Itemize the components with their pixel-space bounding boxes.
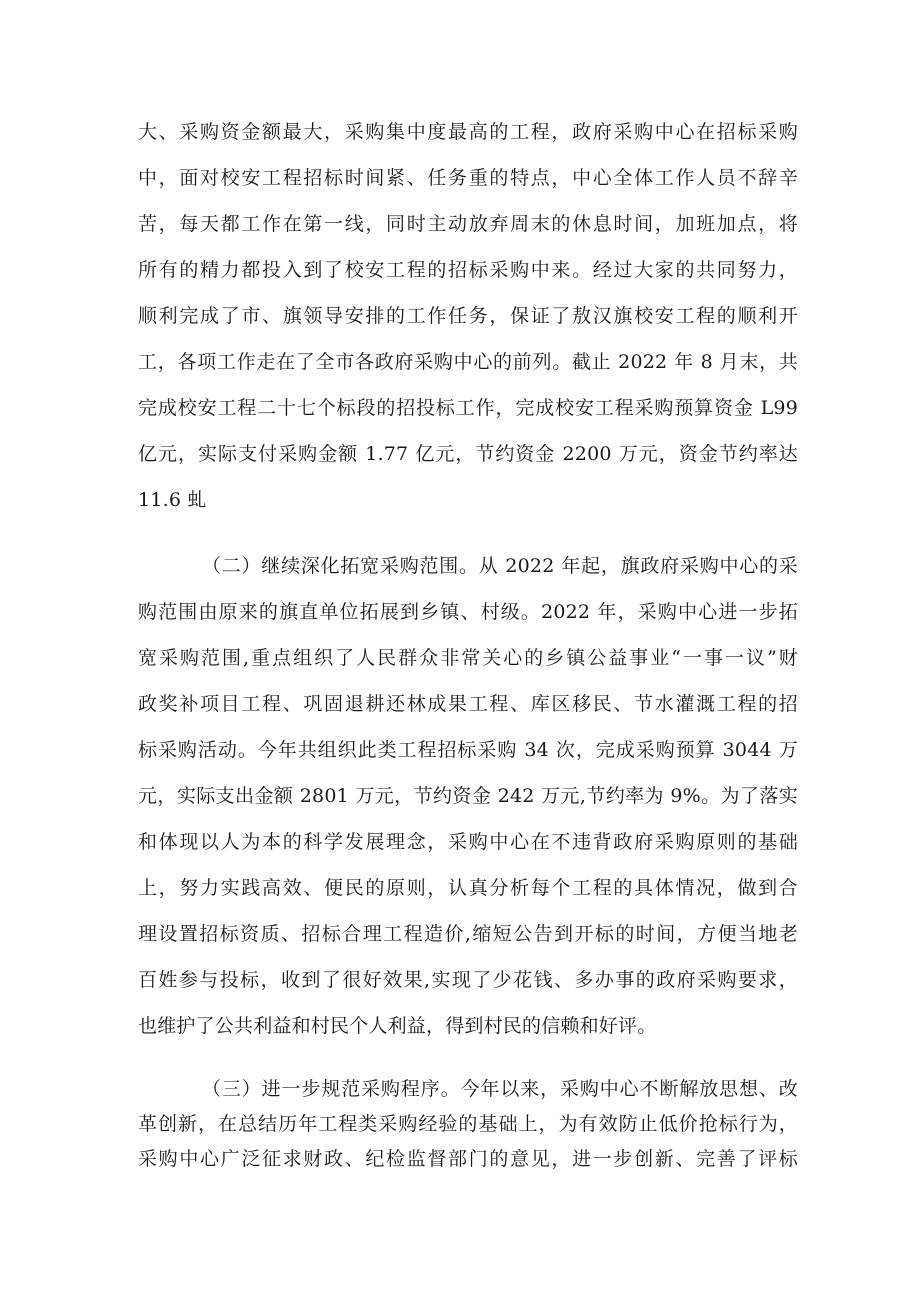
paragraph-2-line-7: 和体现以人为本的科学发展理念，采购中心在不违背政府采购原则的基础	[138, 831, 798, 853]
paragraph-2-line-2: 购范围由原来的旗直单位拓展到乡镇、村级。2022 年，采购中心进一步拓	[138, 601, 798, 623]
paragraph-1-line-7: 完成校安工程二十七个标段的招投标工作，完成校安工程采购预算资金 L99	[138, 397, 798, 419]
paragraph-2-line-6: 元，实际支出金额 2801 万元，节约资金 242 万元,节约率为 9%。为了落实	[138, 785, 798, 807]
paragraph-1-line-1: 大、采购资金额最大，采购集中度最高的工程，政府采购中心在招标采购	[138, 121, 798, 143]
paragraph-1-line-5: 顺利完成了市、旗领导安排的工作任务，保证了敖汉旗校安工程的顺利开	[138, 305, 798, 327]
paragraph-2-line-3: 宽采购范围,重点组织了人民群众非常关心的乡镇公益事业“一事一议”财	[138, 647, 798, 669]
paragraph-1-line-9: 11.6 虬	[138, 489, 207, 511]
paragraph-2-line-11: 也维护了公共利益和村民个人利益，得到村民的信赖和好评。	[138, 1015, 657, 1037]
paragraph-1-line-4: 所有的精力都投入到了校安工程的招标采购中来。经过大家的共同努力，	[138, 259, 798, 281]
paragraph-1-line-2: 中，面对校安工程招标时间紧、任务重的特点，中心全体工作人员不辞辛	[138, 167, 798, 189]
paragraph-2-line-4: 政奖补项目工程、巩固退耕还林成果工程、库区移民、节水灌溉工程的招	[138, 693, 798, 715]
paragraph-3-line-3: 采购中心广泛征求财政、纪检监督部门的意见，进一步创新、完善了评标	[138, 1148, 798, 1170]
paragraph-3-line-1: （三）进一步规范采购程序。今年以来，采购中心不断解放思想、改	[202, 1078, 798, 1100]
paragraph-2-line-9: 理设置招标资质、招标合理工程造价,缩短公告到开标的时间，方便当地老	[138, 923, 798, 945]
paragraph-3-line-2: 革创新，在总结历年工程类采购经验的基础上，为有效防止低价抢标行为，	[138, 1113, 798, 1135]
paragraph-1-line-6: 工，各项工作走在了全市各政府采购中心的前列。截止 2022 年 8 月末，共	[138, 351, 798, 373]
paragraph-2-line-10: 百姓参与投标，收到了很好效果,实现了少花钱、多办事的政府采购要求，	[138, 969, 798, 991]
paragraph-2-line-8: 上，努力实践高效、便民的原则，认真分析每个工程的具体情况，做到合	[138, 877, 798, 899]
paragraph-1-line-8: 亿元，实际支付采购金额 1.77 亿元，节约资金 2200 万元，资金节约率达	[138, 443, 798, 465]
paragraph-2-line-1: （二）继续深化拓宽采购范围。从 2022 年起，旗政府采购中心的采	[202, 555, 798, 577]
paragraph-1-line-3: 苦，每天都工作在第一线，同时主动放弃周末的休息时间，加班加点，将	[138, 213, 798, 235]
paragraph-2-line-5: 标采购活动。今年共组织此类工程招标采购 34 次，完成采购预算 3044 万	[138, 739, 798, 761]
